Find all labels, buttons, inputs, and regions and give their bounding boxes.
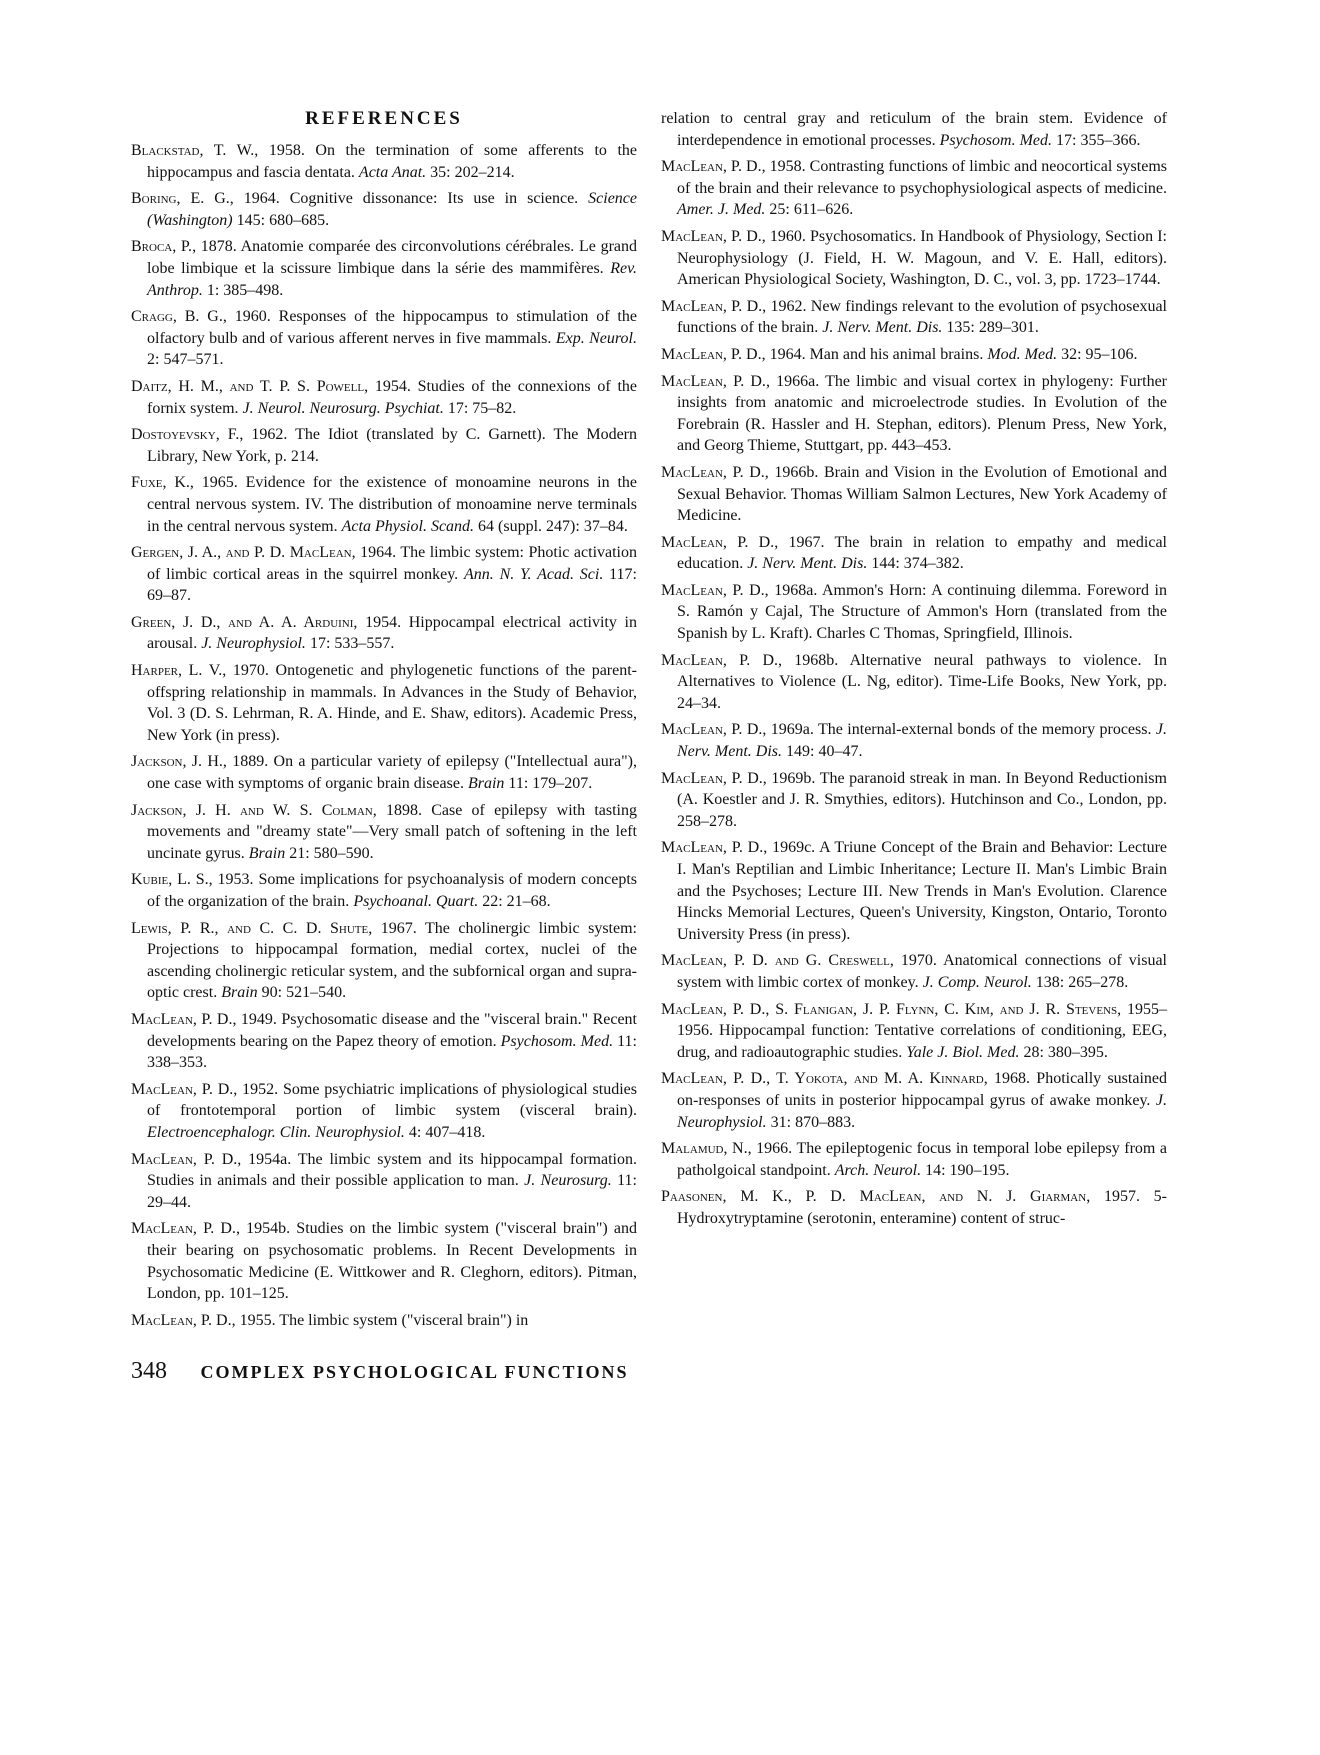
- reference-entry: [661, 950, 1167, 993]
- references-left-column: [131, 108, 637, 1336]
- reference-tail: 2: 547–571.: [147, 351, 224, 369]
- reference-entry: [661, 580, 1167, 645]
- reference-rest: , 1965. Evidence for the existence of monoamine neurons in the central nervous system. IV. The distribution of monoamine nerve terminals in the central nervous system.: [147, 474, 638, 535]
- reference-rest: , 1954. Hippocampal electrical activity in arousal.: [147, 613, 637, 653]
- reference-author: MacLean, P. D.: [661, 372, 766, 390]
- reference-author: Paasonen, M. K., P. D. MacLean, and N. J. Giarman: [661, 1188, 1087, 1206]
- reference-author: Boring, E. G.: [131, 190, 230, 208]
- reference-journal: J. Nerv. Ment. Dis.: [822, 319, 943, 337]
- reference-author: MacLean, P. D.: [131, 1150, 238, 1168]
- reference-entry: [661, 108, 1167, 151]
- reference-entry: [661, 462, 1167, 527]
- reference-entry: [661, 837, 1167, 945]
- reference-author: MacLean, P. D., S. Flanigan, J. P. Flynn, C. Kim, and J. R. Stevens: [661, 1000, 1118, 1018]
- reference-tail: 135: 289–301.: [942, 319, 1039, 337]
- reference-entry: [661, 532, 1167, 575]
- reference-rest: , 1969c. A Triune Concept of the Brain and Behavior: Lecture I. Man's Reptilian and Limbic Inheritance; Lecture II. Man's Limbic Brain and the Psychoses; Lecture III. New Trends in Man's Evolution. Clarence Hincks Memorial Lectures, Queen's University, Kingston, Ontario, Toronto University Press (in press).: [677, 839, 1167, 943]
- reference-rest: , 1960. Psychosomatics. In Handbook of Physiology, Section I: Neurophysiology (J. Field, H. W. Magoun, and V. E. Hall, editors). American Physiological Society, Washington, D. C., vol. 3, pp. 1723–1744.: [677, 227, 1167, 289]
- reference-entry: [661, 1068, 1167, 1133]
- reference-rest: , 1964. Cognitive dissonance: Its use in science.: [229, 190, 589, 208]
- references-heading: REFERENCES: [305, 108, 463, 129]
- reference-rest: , 1957. 5-Hydroxytryptamine (serotonin, enteramine) content of struc-: [677, 1188, 1167, 1227]
- reference-rest: , 1964. Man and his animal brains.: [761, 345, 988, 363]
- reference-author: Lewis, P. R., and C. C. D. Shute: [131, 919, 369, 937]
- reference-author: MacLean, P. D.: [131, 1311, 232, 1329]
- reference-rest: , 1953. Some implications for psychoanalysis of modern concepts of the organization of the brain.: [147, 871, 638, 910]
- reference-rest: , 1958. Contrasting functions of limbic and neocortical systems of the brain and their relevance to psychophysiological aspects of medicine.: [677, 158, 1167, 197]
- reference-author: Kubie, L. S.: [131, 871, 209, 889]
- reference-tail: 11: 29–44.: [147, 1172, 637, 1211]
- reference-journal: Arch. Neurol.: [834, 1161, 922, 1179]
- reference-entry: [131, 1079, 637, 1144]
- reference-author: MacLean, P. D.: [661, 581, 765, 599]
- reference-journal: Electroencephalogr. Clin. Neurophysiol.: [147, 1123, 405, 1141]
- reference-entry: [131, 140, 637, 183]
- reference-entry: [131, 424, 637, 467]
- reference-entry: [131, 1310, 637, 1332]
- reference-entry: [661, 650, 1167, 715]
- reference-entry: [661, 296, 1167, 339]
- reference-entry: [131, 918, 637, 1004]
- reference-tail: 90: 521–540.: [257, 984, 347, 1002]
- reference-rest: , 1968a. Ammon's Horn: A continuing dilemma. Foreword in S. Ramón y Cajal, The Structure of Ammon's Horn (translated from the Spanish by L. Kraft). Charles C Thomas, Springfield, Illinois.: [677, 581, 1168, 643]
- reference-tail: 22: 21–68.: [478, 893, 551, 910]
- reference-entry: [131, 236, 637, 301]
- reference-tail: 17: 355–366.: [1052, 131, 1141, 149]
- reference-entry: [661, 371, 1167, 457]
- reference-tail: 21: 580–590.: [285, 844, 374, 862]
- reference-rest: , 1878. Anatomie comparée des circonvolutions cérébrales. Le grand lobe limbique et la scissure limbique dans la série des mammifères.: [147, 238, 638, 277]
- reference-journal: Ann. N. Y. Acad. Sci.: [464, 565, 604, 583]
- reference-journal: Science (Washington): [147, 190, 637, 229]
- reference-tail: 32: 95–106.: [1057, 345, 1138, 363]
- reference-journal: Acta Anat.: [358, 163, 427, 181]
- reference-journal: J. Nerv. Ment. Dis.: [747, 555, 868, 573]
- reference-author: Daitz, H. M., and T. P. S. Powell: [131, 377, 365, 395]
- reference-entry: [131, 472, 637, 537]
- reference-tail: 28: 380–395.: [1019, 1043, 1108, 1061]
- reference-author: MacLean, P. D.: [661, 463, 765, 481]
- reference-rest: , 1970. Ontogenetic and phylogenetic functions of the parent-offspring relationship in mammals. In Advances in the Study of Behavior, Vol. 3 (D. S. Lehrman, R. A. Hinde, and E. Shaw, editors). Academic Press, New York (in press).: [147, 662, 637, 744]
- reference-author: Harper, L. V.: [131, 662, 223, 680]
- reference-rest: , 1962. New findings relevant to the evolution of psychosexual functions of the brain.: [677, 297, 1167, 337]
- reference-entry: [661, 768, 1167, 833]
- reference-journal: Psychosom. Med.: [939, 131, 1052, 149]
- reference-author: MacLean, P. D.: [661, 533, 775, 551]
- reference-journal: J. Neurophysiol.: [677, 1091, 1167, 1131]
- reference-author: MacLean, P. D.: [661, 227, 762, 245]
- reference-journal: J. Comp. Neurol.: [922, 973, 1032, 991]
- reference-rest: , 1968. Photically sustained on-responses of units in posterior hippocampal gyrus of awake monkey.: [677, 1070, 1167, 1109]
- reference-rest: , 1969a. The internal-external bonds of the memory process.: [762, 721, 1156, 739]
- reference-author: Gergen, J. A., and P. D. MacLean: [131, 544, 352, 562]
- reference-entry: [131, 869, 637, 912]
- reference-rest: , 1958. On the termination of some afferents to the hippocampus and fascia dentata.: [147, 142, 638, 181]
- reference-rest: , 1962. The Idiot (translated by C. Garnett). The Modern Library, New York, p. 214.: [147, 426, 638, 465]
- reference-entry: [661, 226, 1167, 291]
- reference-author: Broca, P.: [131, 238, 193, 256]
- reference-journal: J. Nerv. Ment. Dis.: [677, 721, 1167, 761]
- reference-rest: , 1954a. The limbic system and its hippocampal formation. Studies in animals and their possible application to man.: [147, 1150, 637, 1190]
- reference-author: MacLean, P. D.: [661, 839, 764, 857]
- reference-entry: [131, 188, 637, 231]
- reference-entry: [661, 156, 1167, 221]
- reference-entry: [131, 1149, 637, 1214]
- reference-tail: 149: 40–47.: [782, 743, 863, 761]
- reference-journal: J. Neurol. Neurosurg. Psychiat.: [242, 399, 444, 417]
- reference-tail: 145: 680–685.: [232, 211, 330, 229]
- reference-rest: , 1952. Some psychiatric implications of physiological studies of frontotemporal portion of limbic system (visceral brain).: [147, 1080, 637, 1120]
- reference-tail: 11: 179–207.: [504, 775, 593, 793]
- reference-tail: 17: 533–557.: [305, 635, 395, 653]
- reference-entry: [661, 1138, 1167, 1181]
- reference-rest: , 1966b. Brain and Vision in the Evolution of Emotional and Sexual Behavior. Thomas William Salmon Lectures, New York Academy of Medicine.: [677, 463, 1167, 525]
- page-number: 348: [131, 1358, 167, 1384]
- references-right-column: [661, 108, 1167, 1235]
- reference-author: Cragg, B. G.: [131, 308, 223, 326]
- page-footer: [131, 1357, 831, 1386]
- reference-author: MacLean, P. D.: [131, 1010, 233, 1028]
- reference-journal: Psychoanal. Quart.: [353, 893, 479, 910]
- reference-rest: , 1954b. Studies on the limbic system ("visceral brain") and their bearing on psychosomatic problems. In Recent Developments in Psychosomatic Medicine (E. Wittkower and R. Cleghorn, editors). Pitman, London, pp. 101–125.: [147, 1220, 637, 1303]
- reference-author: MacLean, P. D. and G. Creswell: [661, 952, 890, 970]
- reference-journal: Rev. Anthrop.: [147, 259, 637, 299]
- reference-entry: [661, 344, 1167, 366]
- reference-rest: , 1960. Responses of the hippocampus to stimulation of the olfactory bulb and of various afferent nerves in five mammals.: [147, 308, 637, 347]
- reference-author: Jackson, J. H.: [131, 753, 223, 771]
- reference-entry: [131, 306, 637, 371]
- reference-entry: [131, 1218, 637, 1304]
- reference-journal: Exp. Neurol.: [555, 329, 637, 347]
- reference-tail: 11: 338–353.: [147, 1032, 637, 1072]
- reference-journal: Yale J. Biol. Med.: [906, 1043, 1020, 1061]
- reference-entry: [661, 719, 1167, 762]
- reference-author: Blackstad, T. W.: [131, 142, 255, 159]
- reference-tail: 138: 265–278.: [1031, 973, 1129, 991]
- reference-journal: Brain: [221, 984, 258, 1002]
- reference-author: MacLean, P. D.: [131, 1080, 234, 1098]
- reference-rest: , 1964. The limbic system: Photic activation of limbic cortical areas in the squirrel monkey.: [147, 544, 637, 583]
- reference-tail: 1: 385–498.: [202, 281, 284, 299]
- reference-journal: Mod. Med.: [987, 345, 1058, 363]
- reference-rest: , 1955. The limbic system ("visceral brain") in: [231, 1311, 529, 1329]
- reference-rest: , 1967. The brain in relation to empathy and medical education.: [677, 533, 1167, 573]
- reference-author: Green, J. D., and A. A. Arduini: [131, 613, 354, 631]
- reference-tail: 31: 870–883.: [766, 1113, 856, 1131]
- reference-rest: relation to central gray and reticulum of the brain stem. Evidence of interdependence in emotional processes.: [661, 110, 1167, 149]
- reference-rest: , 1889. On a particular variety of epilepsy ("Intellectual aura"), one case with symptoms of organic brain disease.: [147, 753, 638, 793]
- reference-entry: [131, 542, 637, 607]
- reference-tail: 14: 190–195.: [921, 1161, 1010, 1179]
- reference-rest: , 1969b. The paranoid streak in man. In Beyond Reductionism (A. Koestler and J. R. Smythies, editors). Hutchinson and Co., London, pp. 258–278.: [677, 769, 1167, 830]
- reference-list-right: [661, 108, 1167, 1230]
- reference-rest: , 1954. Studies of the connexions of the fornix system.: [147, 377, 638, 417]
- reference-tail: 64 (suppl. 247): 37–84.: [474, 517, 628, 535]
- reference-author: MacLean, P. D.: [131, 1220, 236, 1238]
- reference-tail: 17: 75–82.: [443, 399, 517, 417]
- reference-rest: , 1967. The cholinergic limbic system: Projections to hippocampal formation, medial cortex, nuclei of the ascending cholinergic reticular system, and the subfornical organ and supra-optic crest.: [147, 919, 637, 1002]
- reference-entry: [661, 999, 1167, 1064]
- reference-author: Malamud, N.: [661, 1140, 748, 1158]
- reference-author: MacLean, P. D., T. Yokota, and M. A. Kinnard: [661, 1070, 984, 1088]
- reference-author: MacLean, P. D.: [661, 651, 779, 669]
- reference-entry: [131, 612, 637, 655]
- reference-author: Fuxe, K.: [131, 474, 190, 492]
- reference-author: MacLean, P. D.: [661, 769, 763, 787]
- reference-tail: 4: 407–418.: [404, 1123, 486, 1141]
- reference-tail: 144: 374–382.: [867, 555, 964, 573]
- reference-tail: 117: 69–87.: [147, 565, 638, 605]
- reference-entry: [131, 800, 637, 865]
- reference-entry: [131, 660, 637, 746]
- reference-author: Jackson, J. H. and W. S. Colman: [131, 801, 373, 819]
- reference-entry: [661, 1186, 1167, 1229]
- reference-author: MacLean, P. D.: [661, 297, 763, 315]
- reference-rest: , 1970. Anatomical connections of visual system with limbic cortex of monkey.: [677, 952, 1168, 991]
- reference-rest: , 1968b. Alternative neural pathways to violence. In Alternatives to Violence (L. Ng, editor). Time-Life Books, New York, pp. 24–34.: [677, 651, 1167, 712]
- reference-author: MacLean, P. D.: [661, 721, 763, 739]
- reference-journal: Brain: [467, 775, 505, 793]
- running-title: COMPLEX PSYCHOLOGICAL FUNCTIONS: [200, 1362, 629, 1382]
- reference-rest: , 1898. Case of epilepsy with tasting movements and "dreamy state"—Very small patch of softening in the left uncinate gyrus.: [147, 801, 637, 862]
- reference-journal: Acta Physiol. Scand.: [341, 517, 475, 535]
- reference-entry: [131, 376, 637, 419]
- reference-author: MacLean, P. D.: [661, 345, 762, 363]
- reference-rest: , 1966a. The limbic and visual cortex in phylogeny: Further insights from anatomic and microelectrode studies. In Evolution of the Forebrain (R. Hassler and H. Stephan, editors). Plenum Press, New York, and Georg Thieme, Stuttgart, pp. 443–453.: [677, 372, 1167, 455]
- reference-journal: Amer. J. Med.: [677, 201, 766, 219]
- reference-author: MacLean, P. D.: [661, 158, 762, 176]
- reference-journal: Psychosom. Med.: [500, 1032, 614, 1050]
- reference-journal: J. Neurosurg.: [524, 1172, 612, 1190]
- reference-tail: 35: 202–214.: [426, 163, 515, 181]
- reference-rest: , 1949. Psychosomatic disease and the "visceral brain." Recent developments bearing on the Papez theory of emotion.: [147, 1010, 637, 1050]
- reference-author: Dostoyevsky, F.: [131, 426, 240, 444]
- reference-entry: [131, 1009, 637, 1074]
- reference-journal: J. Neurophysiol.: [201, 635, 306, 653]
- reference-list-left: [131, 140, 637, 1331]
- reference-rest: , 1966. The epileptogenic focus in temporal lobe epilepsy from a patholgoical standpoint.: [677, 1140, 1168, 1179]
- reference-entry: [131, 751, 637, 794]
- reference-rest: , 1955–1956. Hippocampal function: Tentative correlations of conditioning, EEG, drug, and radioautographic studies.: [677, 1000, 1167, 1061]
- reference-journal: Brain: [248, 844, 286, 862]
- reference-tail: 25: 611–626.: [765, 201, 854, 219]
